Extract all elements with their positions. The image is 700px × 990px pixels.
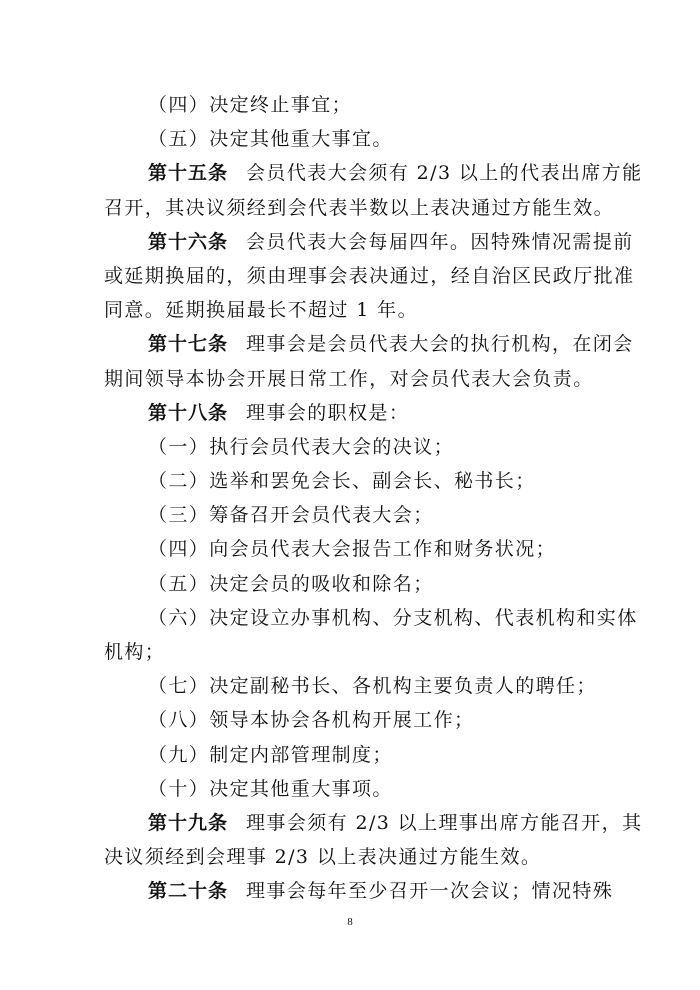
list-item: （三）筹备召开会员代表大会； bbox=[148, 504, 434, 527]
text-line: 期间领导本协会开展日常工作，对会员代表大会负责。 bbox=[104, 367, 594, 390]
article-19-line: 第十九条 理事会须有 2/3 以上理事出席方能召开，其 bbox=[148, 811, 643, 834]
list-item: （九）制定内部管理制度； bbox=[148, 743, 393, 766]
article-17-line: 第十七条 理事会是会员代表大会的执行机构，在闭会 bbox=[148, 333, 634, 356]
article-16-line: 第十六条 会员代表大会每届四年。因特殊情况需提前 bbox=[148, 230, 634, 253]
list-item: （八）领导本协会各机构开展工作； bbox=[148, 709, 475, 732]
text-line: 决议须经到会理事 2/3 以上表决通过方能生效。 bbox=[104, 846, 542, 869]
article-18-line: 第十八条 理事会的职权是： bbox=[148, 401, 410, 424]
article-label: 第十六条 bbox=[148, 230, 229, 253]
article-label: 第十九条 bbox=[148, 811, 229, 834]
list-item: （四）向会员代表大会报告工作和财务状况； bbox=[148, 538, 557, 561]
article-label: 第十七条 bbox=[148, 333, 229, 356]
text-line: （四）决定终止事宜； bbox=[148, 94, 353, 116]
text-line: 或延期换届的，须由理事会表决通过，经自治区民政厅批准 bbox=[104, 264, 635, 287]
text-line: 机构； bbox=[104, 641, 166, 663]
list-item: （六）决定设立办事机构、分支机构、代表机构和实体 bbox=[148, 606, 638, 629]
text-line: （五）决定其他重大事宜。 bbox=[148, 128, 393, 151]
article-20-line: 第二十条 理事会每年至少召开一次会议；情况特殊 bbox=[148, 880, 614, 903]
list-item: （一）执行会员代表大会的决议； bbox=[148, 435, 455, 458]
document-body bbox=[104, 88, 643, 909]
text-line: 召开，其决议须经到会代表半数以上表决通过方能生效。 bbox=[104, 196, 615, 219]
article-15-line: 第十五条 会员代表大会须有 2/3 以上的代表出席方能 bbox=[148, 162, 643, 185]
text-line: 同意。延期换届最长不超过 1 年。 bbox=[104, 299, 418, 322]
list-item: （二）选举和罢免会长、副会长、秘书长； bbox=[148, 470, 536, 493]
article-label: 第二十条 bbox=[148, 880, 229, 903]
article-label: 第十八条 bbox=[148, 401, 229, 424]
list-item: （五）决定会员的吸收和除名； bbox=[148, 572, 434, 595]
list-item: （七）决定副秘书长、各机构主要负责人的聘任； bbox=[148, 675, 597, 698]
page-number: 8 bbox=[347, 916, 353, 928]
list-item: （十）决定其他重大事项。 bbox=[148, 777, 393, 800]
article-label: 第十五条 bbox=[148, 162, 229, 185]
